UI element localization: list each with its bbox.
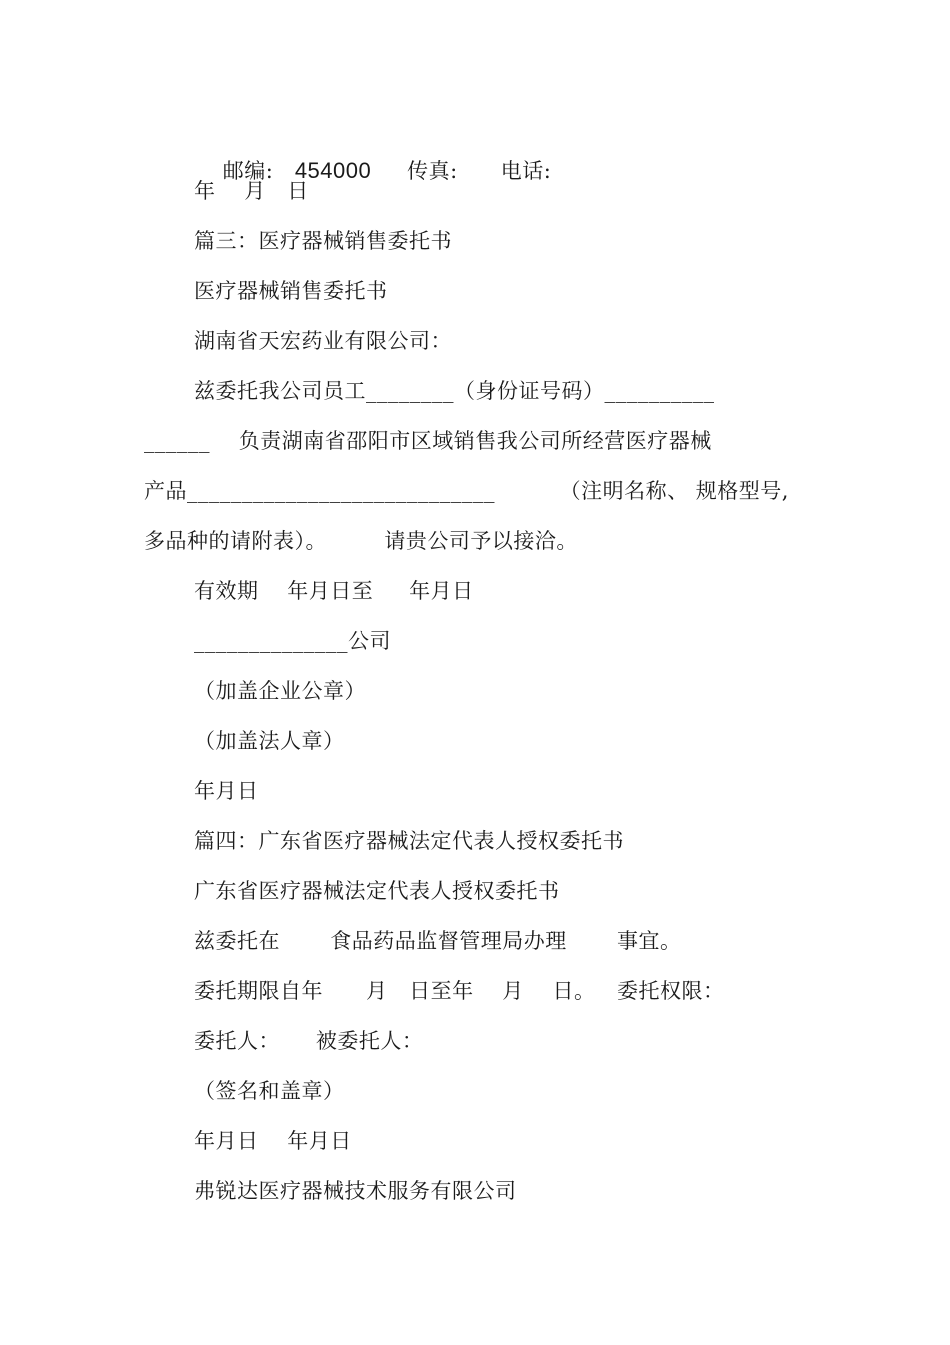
section4-parties-line: 委托人： 被委托人： xyxy=(194,1029,424,1053)
section3-addressee: 湖南省天宏药业有限公司： xyxy=(194,329,452,353)
section3-company-blank: ______________公司 xyxy=(194,629,391,653)
postcode-value: 454000 xyxy=(294,158,372,183)
section3-body-line-4: 多品种的请附表）。 请贵公司予以接洽。 xyxy=(144,529,578,553)
section4-entrust-line: 兹委托在 食品药品监督管理局办理 事宜。 xyxy=(194,929,682,953)
section4-heading: 篇四：广东省医疗器械法定代表人授权委托书 xyxy=(194,829,624,853)
section4-period-line: 委托期限自年 月 日至年 月 日。 委托权限： xyxy=(194,979,725,1003)
section4-title: 广东省医疗器械法定代表人授权委托书 xyxy=(194,879,560,903)
phone-label: 电话: xyxy=(500,159,552,183)
section3-validity: 有效期 年月日至 年月日 xyxy=(194,579,474,603)
section3-heading: 篇三：医疗器械销售委托书 xyxy=(194,229,452,253)
section3-title: 医疗器械销售委托书 xyxy=(194,279,388,303)
section4-company: 弗锐达医疗器械技术服务有限公司 xyxy=(194,1179,517,1203)
section3-seal-company: （加盖企业公章） xyxy=(194,679,366,703)
postcode-label: 邮编: xyxy=(222,159,274,183)
date-line: 年 月 日 xyxy=(194,179,309,203)
section3-seal-legal: （加盖法人章） xyxy=(194,729,345,753)
fax-label: 传真: xyxy=(407,159,458,183)
section3-body-line-2: ______ 负责湖南省邵阳市区域销售我公司所经营医疗器械 xyxy=(144,429,712,453)
section3-date: 年月日 xyxy=(194,779,259,803)
section3-body-line-1: 兹委托我公司员工________（身份证号码）__________ xyxy=(194,379,715,403)
section4-sign-line: （签名和盖章） xyxy=(194,1079,345,1103)
section4-dates-line: 年月日 年月日 xyxy=(194,1129,352,1153)
section3-body-line-3: 产品____________________________ （注明名称、 规格型号, xyxy=(144,479,789,503)
